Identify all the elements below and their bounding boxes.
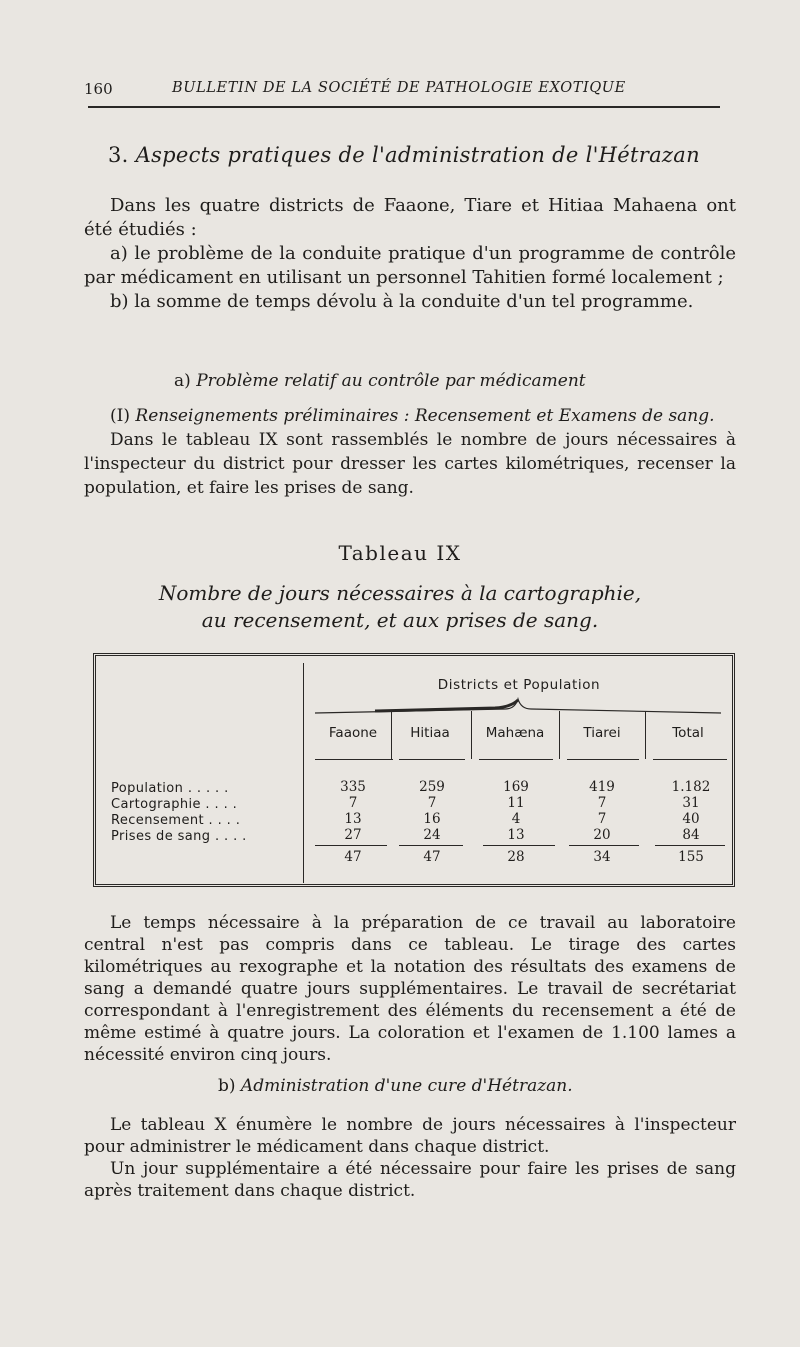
table-cell: 1.182 (671, 779, 711, 795)
table-cell: 4 (511, 811, 521, 827)
table-cell: 47 (423, 849, 441, 865)
table-cell: 169 (503, 779, 529, 795)
brace-icon (315, 697, 721, 715)
table-cell: 34 (593, 849, 611, 865)
table-cell: 20 (593, 827, 611, 843)
subsection-a-letter: a) (174, 371, 191, 391)
column-header-mahaena: Mahæna (485, 725, 545, 741)
table-cell: 31 (682, 795, 700, 811)
table-cell: 7 (597, 795, 607, 811)
totals-rule (399, 845, 463, 846)
closing-paragraph-1: Le tableau X énumère le nombre de jours nécessaires à l'inspecteur pour administrer le médicament dans chaque district. (84, 1115, 736, 1157)
table-subtitle (0, 580, 800, 634)
table-subtitle-line-1: Nombre de jours nécessaires à la cartographie, (158, 581, 642, 605)
after-table-paragraph: Le temps nécessaire à la préparation de ce travail au laboratoire central n'est pas compris dans ce tableau. Le tirage des cartes kilométriques au rexographe et la notation des résultats des examens de sang a demandé quatre jours supplémentaires. Le travail de secrétariat correspondant à l'enregistrement des éléments du recensement a été de même estimé à quatre jours. La coloration et l'examen de 1.100 lames a nécessité environ cinq jours. (84, 913, 736, 1065)
table-cell: 7 (597, 811, 607, 827)
journal-title: BULLETIN DE LA SOCIÉTÉ DE PATHOLOGIE EXOTIQUE (172, 80, 626, 96)
item-1-text: Dans le tableau IX sont rassemblés le nombre de jours nécessaires à l'inspecteur du district pour dresser les cartes kilométriques, recenser la population, et faire les prises de sang. (84, 430, 736, 498)
table-cell: 13 (507, 827, 525, 843)
column-header-total: Total (672, 725, 704, 741)
table-cell: 28 (507, 849, 525, 865)
item-1-title: Renseignements préliminaires : Recensement et Examens de sang. (135, 406, 715, 426)
table-cell: 47 (344, 849, 362, 865)
column-rule (479, 759, 553, 760)
table-cell: 335 (340, 779, 366, 795)
table-cell: 419 (589, 779, 615, 795)
column-rule (315, 759, 393, 760)
subsection-b-title: Administration d'une cure d'Hétrazan. (240, 1076, 573, 1096)
closing-text (84, 1114, 736, 1202)
running-header (84, 80, 724, 104)
table-cell: 84 (682, 827, 700, 843)
section-title: Aspects pratiques de l'administration de l'Hétrazan (135, 143, 700, 167)
table-cell: 11 (507, 795, 525, 811)
closing-paragraph-2: Un jour supplémentaire a été nécessaire pour faire les prises de sang après traitement dans chaque district. (84, 1159, 736, 1201)
header-rule (88, 106, 720, 108)
item-1-block (84, 404, 736, 500)
table-ix (93, 653, 735, 887)
intro-paragraph-3: b) la somme de temps dévolu à la conduite d'un tel programme. (110, 291, 694, 312)
table-subtitle-line-2: au recensement, et aux prises de sang. (201, 608, 599, 632)
table-cell: 16 (423, 811, 441, 827)
page-number: 160 (84, 80, 113, 98)
totals-rule (655, 845, 725, 846)
table-cell: 155 (678, 849, 704, 865)
column-header-hitiaa: Hitiaa (410, 725, 450, 741)
after-table-text (84, 912, 736, 1066)
item-1-heading (84, 404, 736, 428)
row-label-recensement: Recensement . . . . (111, 813, 241, 828)
column-header-tiarei: Tiarei (583, 725, 621, 741)
row-label-cartographie: Cartographie . . . . (111, 797, 238, 812)
subsection-b-letter: b) (218, 1076, 236, 1096)
row-label-prises-de-sang: Prises de sang . . . . (111, 829, 247, 844)
table-label-divider (303, 663, 304, 883)
intro-paragraph-2: a) le problème de la conduite pratique d'un programme de contrôle par médicament en utilisant un personnel Tahitien formé localement ; (84, 243, 736, 288)
table-cell: 7 (348, 795, 358, 811)
totals-rule (315, 845, 387, 846)
table-cell: 40 (682, 811, 700, 827)
subsection-a-title: Problème relatif au contrôle par médicament (196, 371, 586, 391)
column-rule (653, 759, 727, 760)
table-cell: 13 (344, 811, 362, 827)
column-divider (391, 711, 392, 759)
column-divider (559, 711, 560, 759)
row-label-population: Population . . . . . (111, 781, 229, 796)
section-number: 3. (108, 143, 129, 167)
column-divider (471, 711, 472, 759)
column-header-faaone: Faaone (328, 725, 378, 741)
column-divider (645, 711, 646, 759)
subsection-b-heading (218, 1076, 573, 1096)
totals-rule (569, 845, 639, 846)
table-cell: 24 (423, 827, 441, 843)
table-cell: 7 (427, 795, 437, 811)
column-rule (567, 759, 639, 760)
table-label: Tableau IX (338, 541, 462, 565)
totals-rule (483, 845, 555, 846)
table-cell: 27 (344, 827, 362, 843)
intro-text (84, 194, 736, 314)
intro-paragraph-1: Dans les quatre districts de Faaone, Tiare et Hitiaa Mahaena ont été étudiés : (84, 195, 736, 240)
table-group-header: Districts et Population (437, 677, 601, 693)
section-heading (108, 143, 700, 167)
subsection-a-heading (174, 371, 586, 391)
column-rule (399, 759, 465, 760)
table-cell: 259 (419, 779, 445, 795)
item-1-number: (I) (110, 406, 130, 426)
